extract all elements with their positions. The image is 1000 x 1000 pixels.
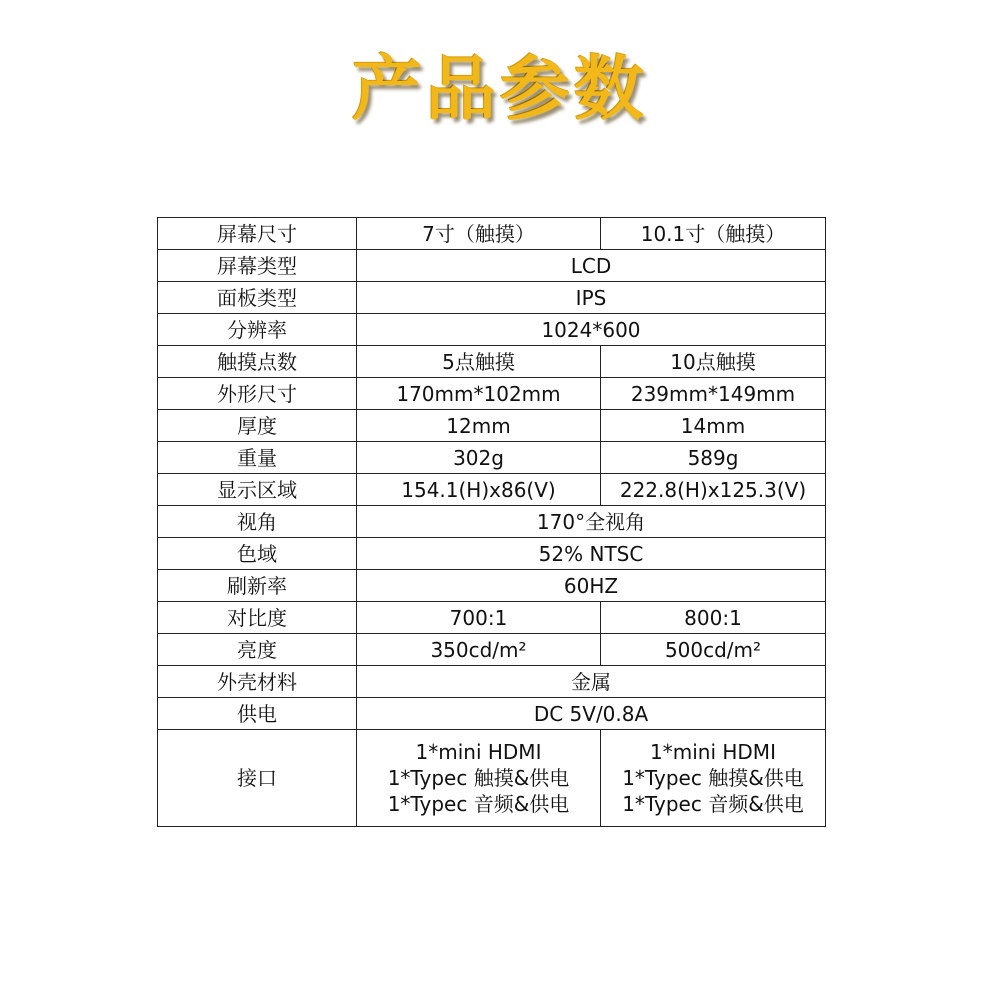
- value-10inch: 222.8(H)x125.3(V): [601, 474, 826, 506]
- row-label: 对比度: [158, 602, 357, 634]
- interface-line: 1*Typec 音频&供电: [387, 792, 570, 816]
- value-shared: 1024*600: [357, 314, 826, 346]
- table-row: [158, 506, 826, 538]
- value-7inch: 7寸（触摸）: [357, 218, 601, 250]
- table-row: [158, 666, 826, 698]
- row-label: 面板类型: [158, 282, 357, 314]
- value-7inch: 302g: [357, 442, 601, 474]
- value-7inch: 12mm: [357, 410, 601, 442]
- value-shared: 金属: [357, 666, 826, 698]
- value-10inch: 10点触摸: [601, 346, 826, 378]
- value-10inch: 14mm: [601, 410, 826, 442]
- row-label: 厚度: [158, 410, 357, 442]
- row-label: 屏幕类型: [158, 250, 357, 282]
- value-shared: LCD: [357, 250, 826, 282]
- row-label: 刷新率: [158, 570, 357, 602]
- row-label: 视角: [158, 506, 357, 538]
- row-label: 分辨率: [158, 314, 357, 346]
- spec-table: [157, 217, 826, 827]
- page-title: 产品参数: [352, 48, 648, 130]
- row-label: 屏幕尺寸: [158, 218, 357, 250]
- table-row: [158, 378, 826, 410]
- value-shared: DC 5V/0.8A: [357, 698, 826, 730]
- interface-line: 1*Typec 音频&供电: [622, 792, 804, 816]
- value-7inch-interface: [357, 730, 601, 827]
- value-7inch: 170mm*102mm: [357, 378, 601, 410]
- row-label: 显示区域: [158, 474, 357, 506]
- value-10inch: 589g: [601, 442, 826, 474]
- interface-line: 1*mini HDMI: [650, 740, 776, 764]
- value-shared: 52% NTSC: [357, 538, 826, 570]
- row-label: 接口: [158, 730, 357, 827]
- value-shared: 60HZ: [357, 570, 826, 602]
- value-10inch-interface: [601, 730, 826, 827]
- table-row: [158, 442, 826, 474]
- table-row: [158, 538, 826, 570]
- value-7inch: 154.1(H)x86(V): [357, 474, 601, 506]
- row-label: 外壳材料: [158, 666, 357, 698]
- value-shared: 170°全视角: [357, 506, 826, 538]
- table-row: [158, 634, 826, 666]
- value-10inch: 239mm*149mm: [601, 378, 826, 410]
- value-10inch: 800:1: [601, 602, 826, 634]
- interface-line: 1*Typec 触摸&供电: [622, 766, 804, 790]
- table-row: [158, 570, 826, 602]
- value-shared: IPS: [357, 282, 826, 314]
- table-row: [158, 410, 826, 442]
- value-7inch: 350cd/m²: [357, 634, 601, 666]
- row-label: 色域: [158, 538, 357, 570]
- table-row: [158, 698, 826, 730]
- table-row-interface: [158, 730, 826, 827]
- row-label: 重量: [158, 442, 357, 474]
- table-row: [158, 282, 826, 314]
- interface-line: 1*mini HDMI: [415, 740, 542, 764]
- value-7inch: 5点触摸: [357, 346, 601, 378]
- row-label: 亮度: [158, 634, 357, 666]
- row-label: 供电: [158, 698, 357, 730]
- value-10inch: 500cd/m²: [601, 634, 826, 666]
- table-row: [158, 250, 826, 282]
- table-row: [158, 346, 826, 378]
- table-row: [158, 314, 826, 346]
- table-row: [158, 474, 826, 506]
- value-7inch: 700:1: [357, 602, 601, 634]
- row-label: 触摸点数: [158, 346, 357, 378]
- table-row: [158, 218, 826, 250]
- value-10inch: 10.1寸（触摸）: [601, 218, 826, 250]
- table-row: [158, 602, 826, 634]
- interface-line: 1*Typec 触摸&供电: [387, 766, 570, 790]
- row-label: 外形尺寸: [158, 378, 357, 410]
